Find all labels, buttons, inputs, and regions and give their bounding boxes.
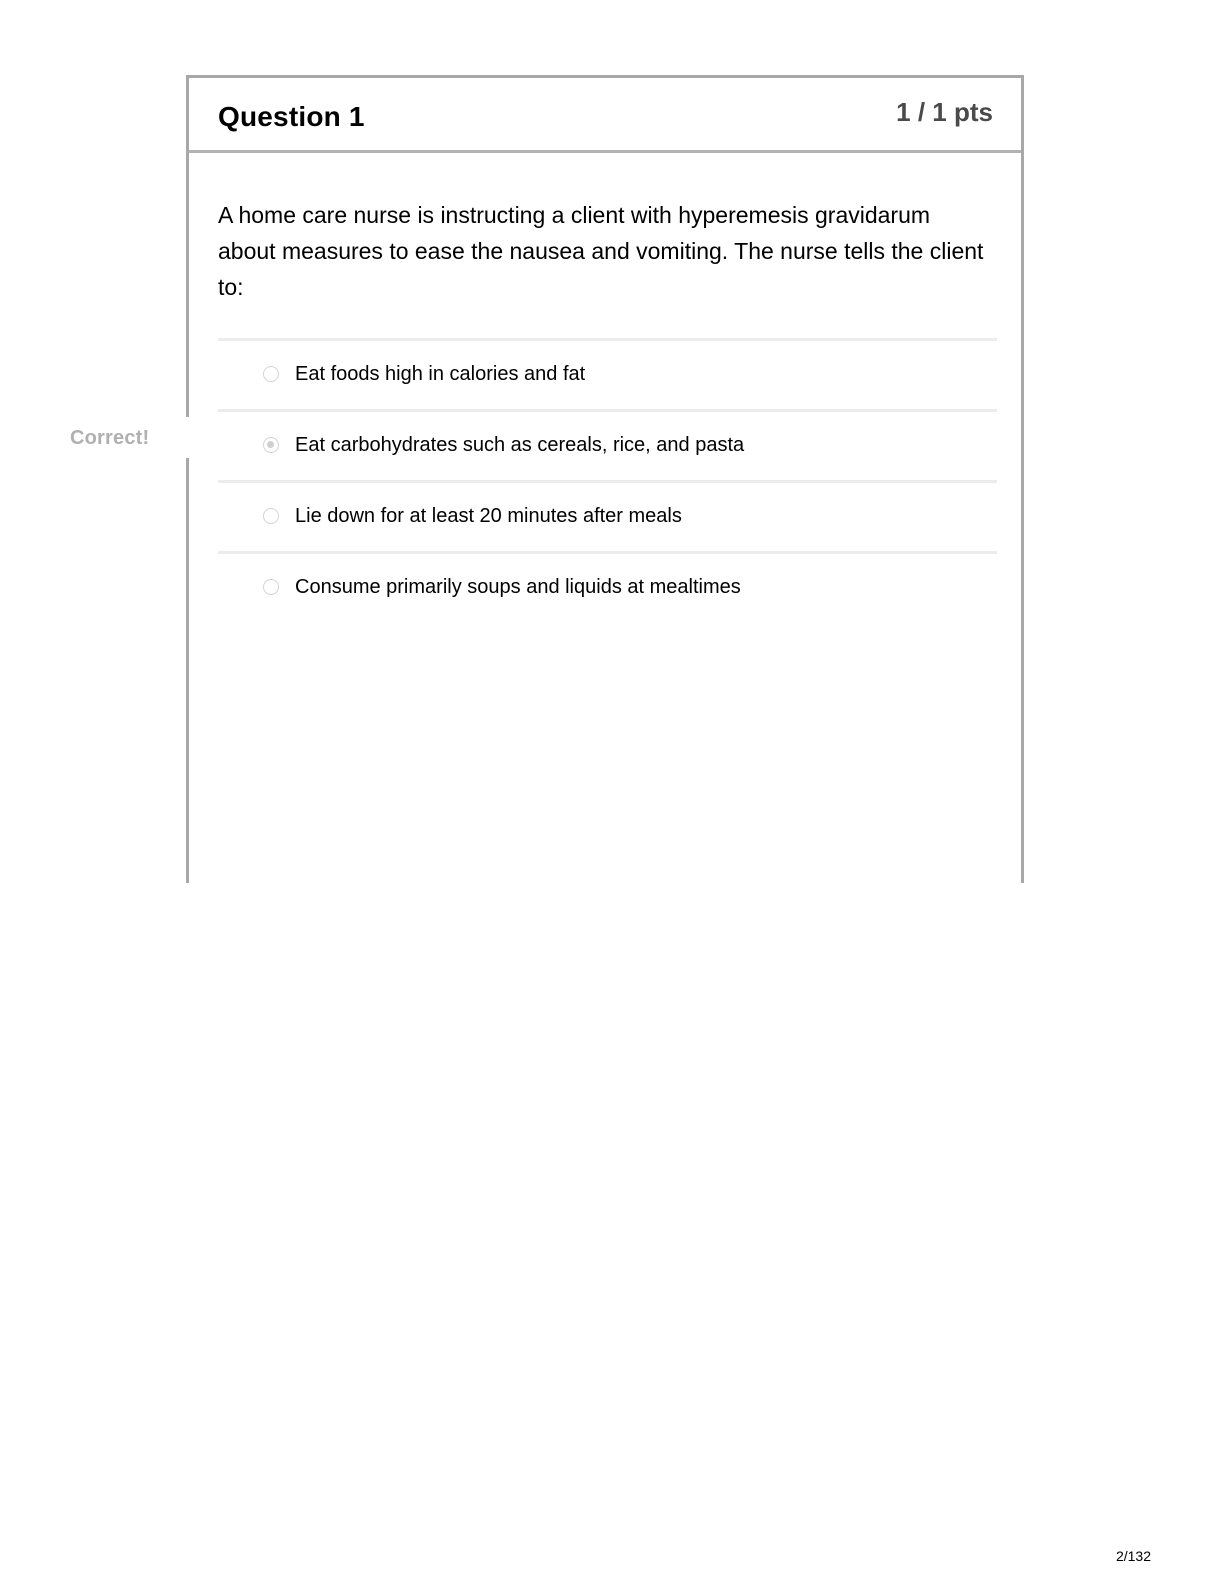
- correct-flag-notch: [183, 417, 191, 458]
- answer-option[interactable]: [218, 480, 997, 551]
- radio-unselected-icon[interactable]: [263, 366, 279, 382]
- page-number: 2/132: [1115, 1548, 1151, 1564]
- question-title: Question 1: [218, 101, 365, 132]
- correct-flag: Correct!: [70, 427, 150, 449]
- answer-label: Lie down for at least 20 minutes after meals: [295, 505, 682, 527]
- answer-label: Eat foods high in calories and fat: [295, 363, 586, 385]
- answer-list: [218, 338, 997, 622]
- radio-unselected-icon[interactable]: [263, 579, 279, 595]
- answer-option-selected[interactable]: [218, 409, 997, 480]
- question-points: 1 / 1 pts: [896, 97, 993, 127]
- question-card: [186, 75, 1024, 883]
- question-text: A home care nurse is instructing a client with hyperemesis gravidarum about measures to ease the nausea and vomiting. The nurse tells the client to:: [218, 202, 984, 300]
- radio-selected-icon[interactable]: [263, 437, 279, 453]
- question-header: [189, 78, 1021, 153]
- answer-option[interactable]: [218, 551, 997, 622]
- answer-option[interactable]: [218, 338, 997, 409]
- radio-unselected-icon[interactable]: [263, 508, 279, 524]
- answer-label: Eat carbohydrates such as cereals, rice, and pasta: [295, 434, 745, 456]
- answer-label: Consume primarily soups and liquids at mealtimes: [295, 576, 741, 598]
